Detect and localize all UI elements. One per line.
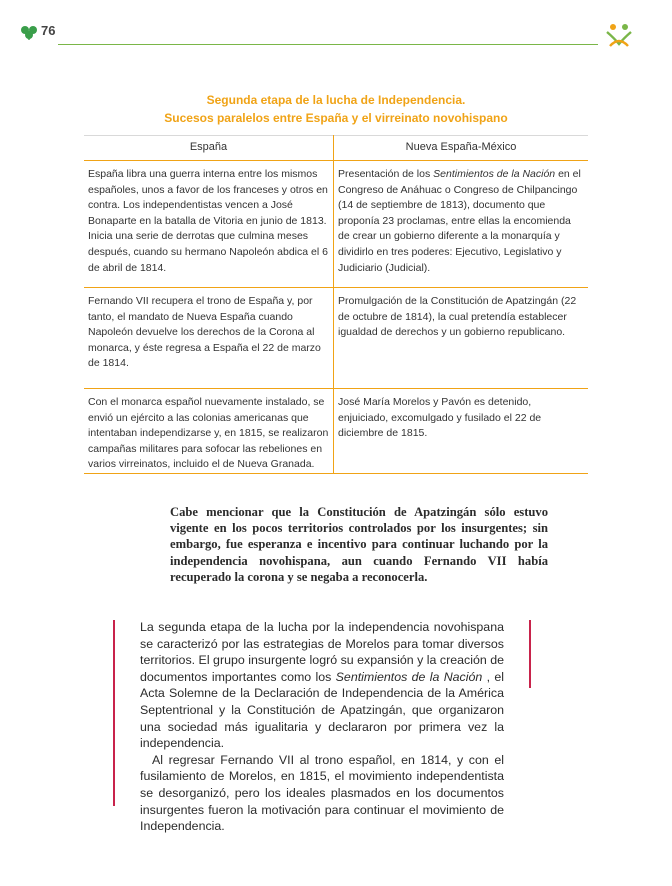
table-header-row [84, 136, 588, 161]
table-cell-new-spain: José María Morelos y Pavón es detenido, enjuiciado, excomulgado y fusilado el 22 de diciembre de 1815. [334, 389, 589, 474]
right-margin-bar [529, 620, 531, 688]
people-logo-icon [604, 22, 634, 50]
table-subtitle: Sucesos paralelos entre España y el virreinato novohispano [164, 111, 508, 125]
table-cell-spain: Con el monarca español nuevamente instalado, se envió un ejército a las colonias americanas que intentaban independizarse y, en 1815, se realizaron campañas militares para sofocar las rebeliones en varios virreinatos, incluido el de Nueva Granada. [84, 389, 334, 474]
table-row [84, 161, 588, 288]
note-paragraph: Cabe mencionar que la Constitución de Apatzingán sólo estuvo vigente en los pocos territorios controlados por los insurgentes; sin embargo, fue esperanza e incentivo para continuar luchando por la independencia novohispana, aun cuando Fernando VII había recuperado la corona y se negaba a reconocerla. [170, 505, 548, 584]
left-margin-bar [113, 620, 115, 806]
table-row [84, 288, 588, 389]
table-cell-spain: España libra una guerra interna entre los mismos españoles, unos a favor de los franceses y otros en contra. Los independentistas vencen a José Bonaparte en la batalla de Vitoria en junio de 1813. Inicia una serie de derrotas que culmina meses después, cuando su hermano Napoleón abdica el 6 de abril de 1814. [84, 161, 334, 288]
table-title: Segunda etapa de la lucha de Independencia. [206, 93, 466, 107]
table-row [84, 389, 588, 474]
body-paragraph: La segunda etapa de la lucha por la independencia novohispana se caracterizó por las estrategias de Morelos para tomar diversos territorios. El grupo insurgente logró su expansión y la creación de documentos importantes como los Sentimientos de la Nación , el Acta Solemne de la Declaración de Independencia de la América Septentrional y la Constitución de Apatzingán, que organizaron una sociedad más igualitaria y declararon por primera vez la independencia. [140, 620, 504, 751]
column-header-new-spain: Nueva España-México [334, 136, 589, 161]
document-title-italic: Sentimientos de la Nación [335, 669, 483, 684]
column-header-spain: España [84, 136, 334, 161]
table-cell-spain: Fernando VII recupera el trono de España y, por tanto, el mandato de Nueva España cuando Napoleón devuelve los derechos de la Corona al monarca, y éste regresa a España el 22 de marzo de 1814. [84, 288, 334, 389]
events-table [84, 135, 588, 474]
body-text [140, 619, 504, 835]
header-rule [58, 44, 598, 45]
document-title-italic: Sentimientos de la Nación [433, 168, 556, 180]
table-cell-new-spain: Presentación de los Sentimientos de la Nación en el Congreso de Anáhuac o Congreso de Chilpancingo (14 de septiembre de 1813), documento que proponía 23 proclamas, entre ellas la encomienda de crear un gobierno diferente a la monarquía y dividirlo en tres poderes: Ejecutivo, Legislativo y Judiciario (Judicial). [334, 161, 589, 288]
body-paragraph: Al regresar Fernando VII al trono español, en 1814, y con el fusilamiento de Morelos, en 1815, el movimiento independentista se desorganizó, pero los ideales plasmados en los documentos insurgentes fueron la motivación para continuar el movimiento de Independencia. [140, 752, 504, 834]
page-number: 76 [41, 23, 56, 38]
clover-logo-icon [20, 24, 38, 40]
table-cell-new-spain: Promulgación de la Constitución de Apatzingán (22 de octubre de 1814), la cual pretendía establecer igualdad de derechos y un gobierno republicano. [334, 288, 589, 389]
page-header [0, 0, 672, 50]
